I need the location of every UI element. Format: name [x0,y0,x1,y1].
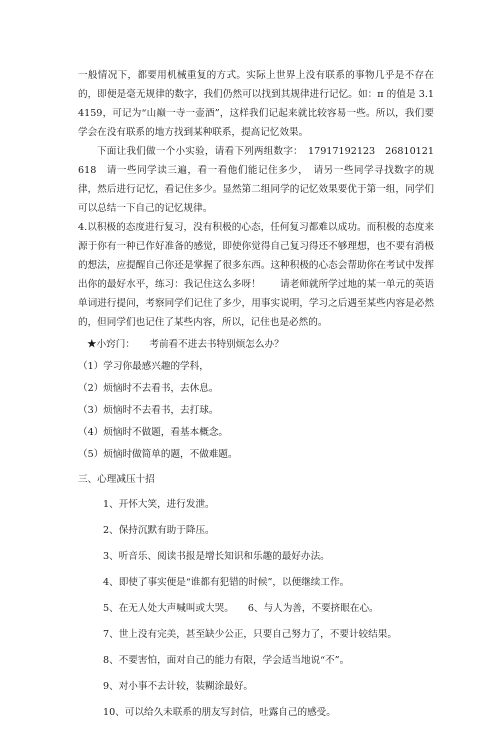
paragraph-positive-attitude: 4.以积极的态度进行复习，没有积极的心态，任何复习都难以成功。而积极的态度来源于你有一种已作好准备的感觉，即使你觉得自己复习得还不够理想，也不要有消极的想法，应提醒自己你还是掌握了很多东西。这种积极的心态会帮助你在考试中发挥出你的最好水平，练习：我记住这么多呀！ 请老师就所学过地的某一单元的英语单词进行提问，考察同学们记住了多少，用事实说明，学习之后遇至某些内容是必然的，但同学们也记住了某些内容，所以，记住也是必然的。 [78,222,434,328]
relief-item: 8、不要害怕，面对自己的能力有限，学会适当地说“不”。 [103,655,350,666]
tips-item: （4）烦恼时不做题，看基本概念。 [78,427,229,438]
relief-item: 9、对小事不去计较，装糊涂最好。 [103,681,254,692]
tips-item: （3）烦恼时不去看书，去打球。 [78,405,219,416]
relief-item: 7、世上没有完美，甚至缺少公正，只要自己努力了，不要计较结果。 [103,629,397,640]
relief-item: 10、可以给久未联系的朋友写封信，吐露自己的感受。 [103,707,336,718]
relief-item: 6、与人为善，不要挤眼在心。 [247,603,379,614]
tips-section [78,335,434,464]
relief-heading: 三、心理减压十招 [78,474,155,485]
relief-list [78,495,434,722]
relief-item: 4、即使了事实便是“谁都有犯错的时候”，以便继续工作。 [103,577,350,588]
relief-item: 3、听音乐、阅读书报是增长知识和乐趣的最好办法。 [103,551,330,562]
tips-item: （1）学习你最感兴趣的学科， [78,361,209,372]
relief-item: 1、开怀大笑，进行发泄。 [103,499,215,510]
relief-item-pair [103,599,434,618]
paragraph-memory-association: 一般情况下，都要用机械重复的方式。实际上世界上没有联系的事物几乎是不存在的，即便是毫无规律的数字，我们仍然可以找到其规律进行记忆。如：π 的值是 3.14159，可记为“山巅一寺一壶酒”，这样我们记起来就比较容易一些。所以，我们要学会在没有联系的地方找到某种联系，提高记忆效果。 [78,70,434,138]
document-body [78,66,434,729]
relief-item: 5、在无人处大声喊叫或大哭。 [103,603,234,614]
tips-item: （2）烦恼时不去看书，去休息。 [78,383,219,394]
tips-item: （5）烦恼时做简单的题，不做难题。 [78,449,238,460]
tips-heading: ★小窍门： 考前看不进去书特别烦怎么办？ [87,339,284,350]
paragraph-experiment: 下面让我们做一个小实验，请看下列两组数字： 17917192123 26810121618 请一些同学读三遍，看一看他们能记住多少， 请另一些同学寻找数字的规律，然后进行记忆，看记住多少。显然第二组同学的记忆效果要优于第一组，同学们可以总结一下自己的记忆规律。 [78,146,434,214]
relief-item: 2、保持沉默有助于降压。 [103,525,215,536]
